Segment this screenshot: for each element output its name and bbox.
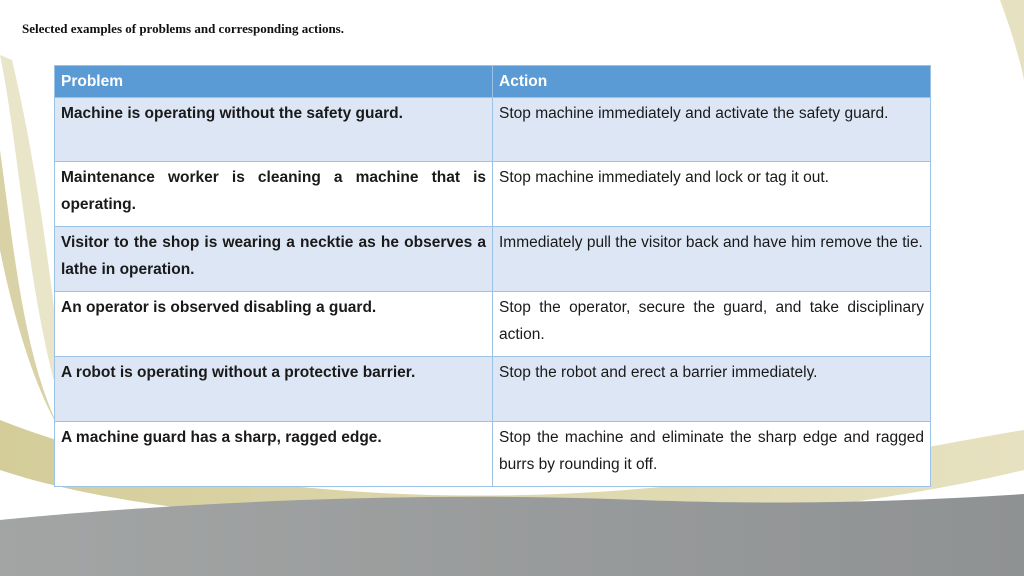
action-cell: Stop machine immediately and activate the safety guard.: [493, 98, 931, 162]
problems-actions-table: [54, 65, 931, 487]
problem-cell: Visitor to the shop is wearing a necktie as he observes a lathe in operation.: [55, 227, 493, 292]
table-row: [55, 357, 931, 422]
action-cell: Stop machine immediately and lock or tag it out.: [493, 162, 931, 227]
slide-title: Selected examples of problems and corresponding actions.: [22, 21, 344, 36]
right-edge-swoosh: [1000, 0, 1024, 80]
table-row: [55, 98, 931, 162]
bottom-gray-swoosh: [0, 494, 1024, 576]
table-row: [55, 292, 931, 357]
problem-cell: Maintenance worker is cleaning a machine that is operating.: [55, 162, 493, 227]
table-row: [55, 227, 931, 292]
problem-cell: An operator is observed disabling a guard.: [55, 292, 493, 357]
action-cell: Stop the operator, secure the guard, and take disciplinary action.: [493, 292, 931, 357]
table-row: [55, 162, 931, 227]
action-cell: Immediately pull the visitor back and have him remove the tie.: [493, 227, 931, 292]
table-header-row: [55, 66, 931, 98]
action-cell: Stop the machine and eliminate the sharp edge and ragged burrs by rounding it off.: [493, 422, 931, 487]
problem-cell: A machine guard has a sharp, ragged edge.: [55, 422, 493, 487]
header-problem: Problem: [55, 66, 493, 98]
table-row: [55, 422, 931, 487]
header-action: Action: [493, 66, 931, 98]
action-cell: Stop the robot and erect a barrier immediately.: [493, 357, 931, 422]
problem-cell: A robot is operating without a protective barrier.: [55, 357, 493, 422]
problem-cell: Machine is operating without the safety guard.: [55, 98, 493, 162]
